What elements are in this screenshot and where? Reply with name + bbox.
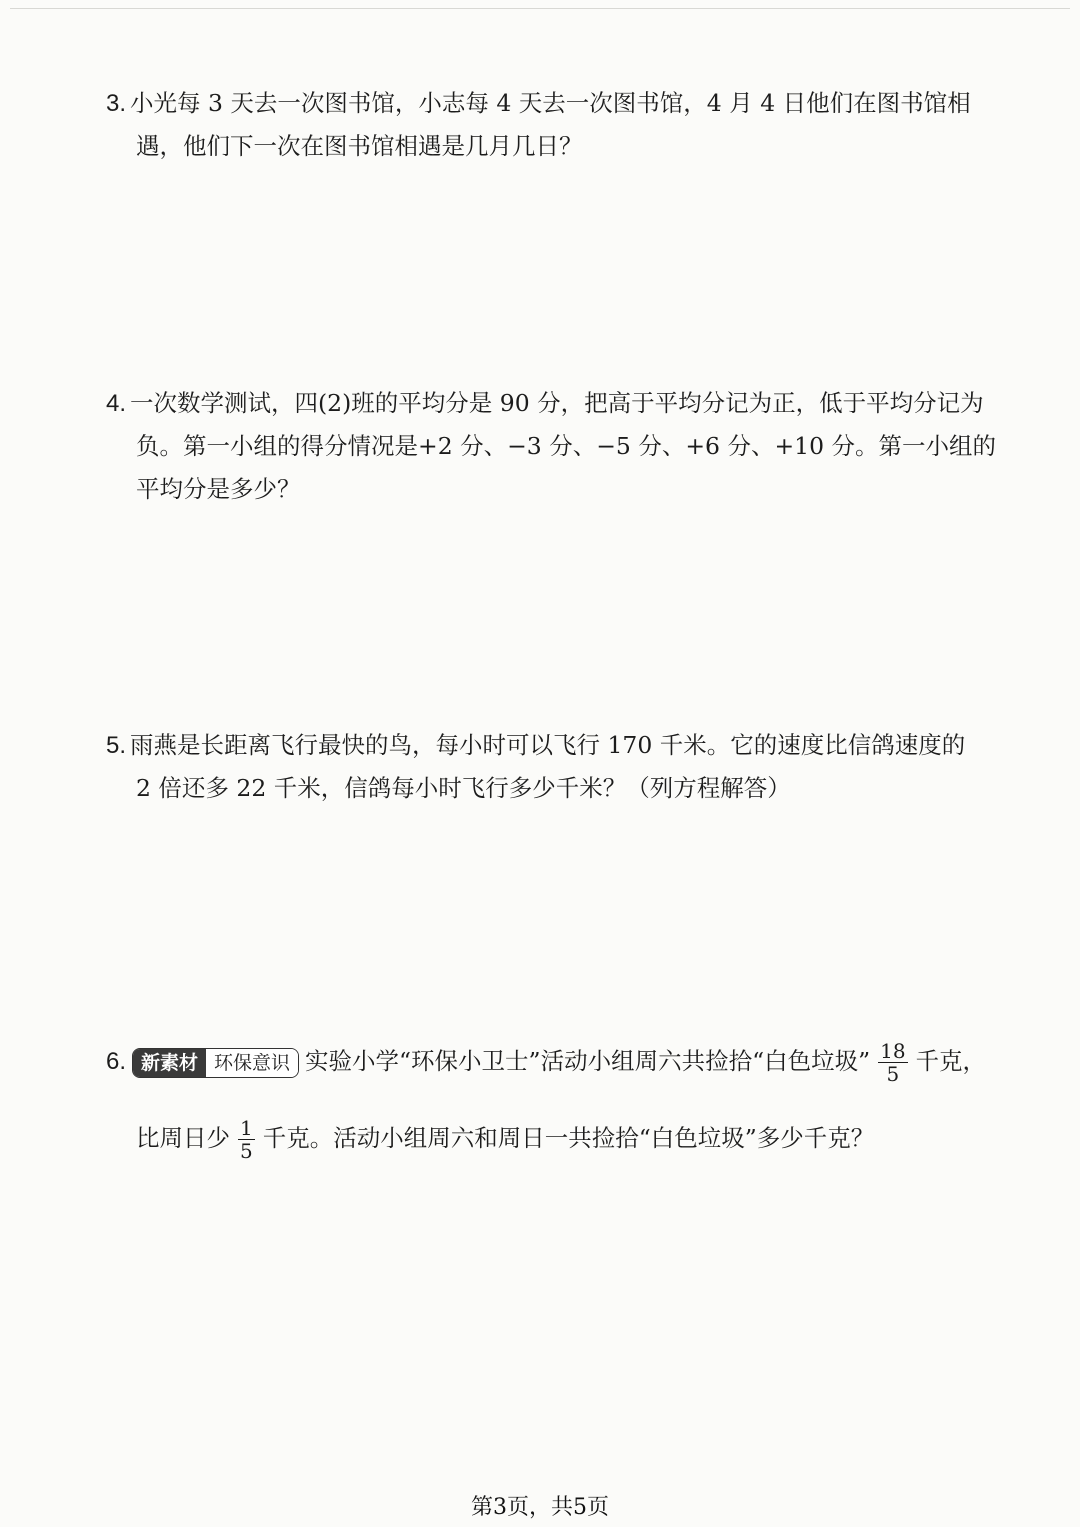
question-4-text-3: 平均分是多少？ xyxy=(136,475,301,503)
question-4-number: 4. xyxy=(106,390,127,417)
fraction-1-5 xyxy=(238,1117,255,1162)
question-6-line-1 xyxy=(106,1030,1036,1093)
page-footer: 第3页，共5页 xyxy=(471,1495,609,1520)
question-4-line-1 xyxy=(106,382,1036,425)
question-5-number: 5. xyxy=(106,732,127,759)
question-6-text-2-end: 千克。活动小组周六和周日一共捡拾“白色垃圾”多少千克？ xyxy=(262,1124,875,1152)
question-6 xyxy=(106,1030,1036,1169)
question-5-text-1: 雨燕是长距离飞行最快的鸟，每小时可以飞行 170 千米。它的速度比信鸽速度的 xyxy=(130,731,966,759)
topic-tag xyxy=(132,1048,299,1078)
question-6-line-2 xyxy=(106,1107,1036,1169)
question-3-number: 3. xyxy=(106,90,127,117)
question-4-line-2 xyxy=(106,425,1036,468)
question-5 xyxy=(106,724,1036,810)
question-3-text-2: 遇，他们下一次在图书馆相遇是几月几日？ xyxy=(136,132,583,160)
fraction-18-5-denominator: 5 xyxy=(886,1062,900,1086)
question-4-text-1: 一次数学测试，四(2)班的平均分是 90 分，把高于平均分记为正，低于平均分记为 xyxy=(130,389,984,417)
tag-new-material: 新素材 xyxy=(133,1049,206,1077)
fraction-18-5 xyxy=(878,1040,907,1085)
fraction-1-5-numerator: 1 xyxy=(240,1116,253,1140)
fraction-18-5-numerator: 18 xyxy=(880,1039,906,1063)
question-6-text-1: 实验小学“环保小卫士”活动小组周六共捡拾“白色垃圾” xyxy=(305,1047,871,1075)
question-4-text-2: 负。第一小组的得分情况是+2 分、−3 分、−5 分、+6 分、+10 分。第一小组的 xyxy=(136,432,997,460)
question-5-line-2 xyxy=(106,767,1036,810)
question-4 xyxy=(106,382,1036,511)
fraction-1-5-denominator: 5 xyxy=(240,1139,253,1163)
question-3-line-1 xyxy=(106,82,1036,125)
question-3 xyxy=(106,82,1036,168)
question-5-text-2: 2 倍还多 22 千米，信鸽每小时飞行多少千米？（列方程解答） xyxy=(136,774,791,802)
question-3-text-1: 小光每 3 天去一次图书馆，小志每 4 天去一次图书馆，4 月 4 日他们在图书馆相 xyxy=(130,89,971,117)
page-top-edge xyxy=(10,8,1070,9)
question-6-text-2-start: 比周日少 xyxy=(136,1124,230,1152)
question-6-text-1-end: 千克， xyxy=(915,1047,987,1075)
question-6-number: 6. xyxy=(106,1048,127,1075)
question-4-line-3 xyxy=(106,468,1036,511)
tag-environment-awareness: 环保意识 xyxy=(206,1049,298,1077)
question-5-line-1 xyxy=(106,724,1036,767)
question-3-line-2 xyxy=(106,125,1036,168)
